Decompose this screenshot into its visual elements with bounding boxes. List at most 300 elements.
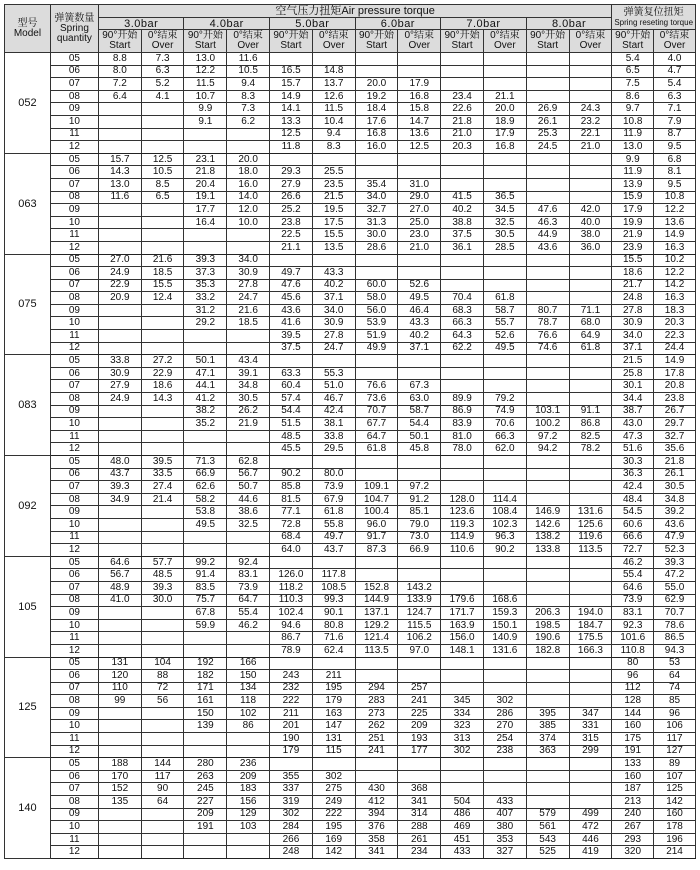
torque-value-cell: 39.3 (654, 556, 696, 569)
torque-value-cell: 96.3 (483, 531, 526, 544)
torque-value-cell: 96.0 (355, 518, 398, 531)
torque-value-cell: 54.4 (398, 418, 441, 431)
torque-value-cell (398, 65, 441, 78)
torque-value-cell: 236 (227, 758, 270, 771)
spring-quantity-cell: 08 (50, 393, 98, 406)
spring-quantity-cell: 12 (50, 544, 98, 557)
torque-value-cell: 30.9 (98, 367, 141, 380)
torque-value-cell: 79.2 (483, 393, 526, 406)
torque-value-cell: 52.6 (483, 330, 526, 343)
torque-value-cell: 32.5 (227, 518, 270, 531)
torque-value-cell: 9.4 (227, 78, 270, 91)
torque-value-cell: 179 (270, 745, 313, 758)
torque-value-cell (526, 191, 569, 204)
torque-value-cell: 91.1 (569, 405, 612, 418)
torque-value-cell: 29.5 (312, 443, 355, 456)
table-row (5, 544, 696, 557)
torque-value-cell: 97.2 (526, 430, 569, 443)
torque-value-cell: 8.7 (654, 128, 696, 141)
spring-quantity-cell: 07 (50, 279, 98, 292)
torque-value-cell: 62.8 (227, 456, 270, 469)
torque-value-cell: 16.3 (654, 241, 696, 254)
torque-value-cell: 5.4 (654, 78, 696, 91)
torque-value-cell (569, 78, 612, 91)
spring-quantity-cell: 11 (50, 833, 98, 846)
torque-value-cell: 79.0 (398, 518, 441, 531)
torque-value-cell: 71.3 (184, 456, 227, 469)
torque-value-cell: 72.8 (270, 518, 313, 531)
torque-value-cell: 21.6 (227, 304, 270, 317)
torque-value-cell (227, 330, 270, 343)
torque-value-cell: 94.2 (526, 443, 569, 456)
torque-value-cell: 337 (270, 783, 313, 796)
spring-quantity-cell: 07 (50, 682, 98, 695)
torque-value-cell: 22.6 (441, 103, 484, 116)
torque-value-cell: 211 (312, 670, 355, 683)
torque-value-cell: 42.0 (569, 204, 612, 217)
torque-value-cell: 52.6 (398, 279, 441, 292)
torque-value-cell: 104.7 (355, 493, 398, 506)
torque-value-cell: 44.1 (184, 380, 227, 393)
torque-value-cell: 133.9 (398, 594, 441, 607)
torque-value-cell: 23.0 (398, 229, 441, 242)
torque-value-cell: 41.0 (98, 594, 141, 607)
torque-value-cell: 368 (398, 783, 441, 796)
spring-quantity-cell: 09 (50, 506, 98, 519)
torque-value-cell: 38.1 (312, 418, 355, 431)
torque-value-cell (184, 342, 227, 355)
torque-value-cell: 115.5 (398, 619, 441, 632)
start-header-en: Start (194, 40, 216, 51)
torque-value-cell: 53.8 (184, 506, 227, 519)
torque-value-cell: 81.0 (441, 430, 484, 443)
table-row (5, 493, 696, 506)
torque-value-cell: 88 (141, 670, 184, 683)
torque-value-cell: 9.1 (184, 115, 227, 128)
torque-value-cell: 71.6 (312, 632, 355, 645)
torque-value-cell: 30.5 (654, 481, 696, 494)
torque-value-cell: 40.2 (441, 204, 484, 217)
torque-value-cell (526, 796, 569, 809)
torque-value-cell: 108.5 (312, 581, 355, 594)
torque-value-cell: 9.7 (612, 103, 654, 116)
model-cell: 063 (5, 153, 51, 254)
torque-value-cell: 99 (98, 695, 141, 708)
torque-value-cell: 108.4 (483, 506, 526, 519)
torque-value-cell: 21.9 (612, 229, 654, 242)
torque-value-cell: 152 (98, 783, 141, 796)
torque-value-cell: 182 (184, 670, 227, 683)
spring-quantity-cell: 06 (50, 65, 98, 78)
torque-value-cell: 263 (184, 770, 227, 783)
table-row (5, 204, 696, 217)
torque-value-cell: 55.4 (612, 569, 654, 582)
torque-value-cell: 163.9 (441, 619, 484, 632)
torque-value-cell: 29.7 (654, 418, 696, 431)
torque-value-cell (141, 418, 184, 431)
torque-value-cell: 137.1 (355, 607, 398, 620)
torque-value-cell: 123.6 (441, 506, 484, 519)
torque-value-cell: 56 (141, 695, 184, 708)
spring-quantity-cell: 06 (50, 770, 98, 783)
table-row (5, 481, 696, 494)
torque-value-cell: 85 (654, 695, 696, 708)
torque-value-cell (355, 267, 398, 280)
torque-value-cell: 15.8 (398, 103, 441, 116)
torque-value-cell: 195 (312, 682, 355, 695)
torque-value-cell: 270 (483, 720, 526, 733)
torque-value-cell: 73.0 (398, 531, 441, 544)
torque-value-cell (441, 657, 484, 670)
torque-value-cell: 51.9 (355, 330, 398, 343)
torque-value-cell: 47.6 (526, 204, 569, 217)
torque-value-cell: 17.9 (483, 128, 526, 141)
table-row (5, 254, 696, 267)
torque-value-cell: 39.3 (141, 581, 184, 594)
torque-value-cell (141, 607, 184, 620)
torque-value-cell: 43.6 (270, 304, 313, 317)
torque-value-cell: 18.6 (141, 380, 184, 393)
torque-value-cell: 280 (184, 758, 227, 771)
table-row (5, 330, 696, 343)
torque-value-cell: 26.1 (526, 115, 569, 128)
torque-value-cell (141, 204, 184, 217)
torque-value-cell: 302 (270, 808, 313, 821)
pressure-header: 8.0bar (526, 18, 612, 30)
torque-value-cell: 100.2 (526, 418, 569, 431)
table-row (5, 166, 696, 179)
torque-value-cell: 31.3 (355, 216, 398, 229)
torque-value-cell: 67.9 (312, 493, 355, 506)
torque-value-cell (569, 556, 612, 569)
torque-value-cell: 15.7 (270, 78, 313, 91)
torque-value-cell: 30.0 (141, 594, 184, 607)
torque-value-cell: 60.4 (270, 380, 313, 393)
torque-value-cell: 27.0 (398, 204, 441, 217)
torque-value-cell: 345 (441, 695, 484, 708)
table-row (5, 632, 696, 645)
torque-value-cell (141, 632, 184, 645)
torque-value-cell: 66.9 (398, 544, 441, 557)
torque-value-cell: 6.3 (141, 65, 184, 78)
torque-value-cell: 70.7 (355, 405, 398, 418)
start-over-row (5, 30, 696, 53)
torque-value-cell: 126.0 (270, 569, 313, 582)
torque-value-cell: 267 (612, 821, 654, 834)
torque-value-cell (270, 758, 313, 771)
torque-value-cell (227, 430, 270, 443)
table-row (5, 581, 696, 594)
torque-value-cell (441, 581, 484, 594)
torque-value-cell: 5.2 (141, 78, 184, 91)
torque-value-cell: 24.5 (526, 141, 569, 154)
torque-value-cell: 355 (270, 770, 313, 783)
torque-value-cell: 412 (355, 796, 398, 809)
torque-value-cell (141, 342, 184, 355)
torque-value-cell: 106 (654, 720, 696, 733)
torque-value-cell: 103.1 (526, 405, 569, 418)
torque-value-cell: 179 (312, 695, 355, 708)
torque-value-cell (398, 456, 441, 469)
torque-value-cell: 139 (184, 720, 227, 733)
torque-value-cell (569, 695, 612, 708)
torque-value-cell (398, 670, 441, 683)
torque-value-cell (184, 632, 227, 645)
torque-value-cell: 112 (612, 682, 654, 695)
torque-value-cell: 30.1 (612, 380, 654, 393)
spring-quantity-cell: 07 (50, 481, 98, 494)
table-row (5, 796, 696, 809)
torque-value-cell: 35.4 (355, 178, 398, 191)
table-row (5, 506, 696, 519)
torque-value-cell: 72 (141, 682, 184, 695)
torque-value-cell: 131 (312, 733, 355, 746)
torque-value-cell (184, 733, 227, 746)
torque-value-cell: 33.2 (184, 292, 227, 305)
torque-value-cell (355, 569, 398, 582)
torque-value-cell (227, 846, 270, 859)
torque-value-cell: 148.1 (441, 644, 484, 657)
torque-value-cell: 22.9 (141, 367, 184, 380)
torque-value-cell (441, 53, 484, 66)
torque-value-cell: 64.3 (441, 330, 484, 343)
torque-value-cell: 211 (270, 707, 313, 720)
torque-value-cell: 175 (612, 733, 654, 746)
torque-value-cell: 13.7 (312, 78, 355, 91)
torque-value-cell (98, 607, 141, 620)
torque-value-cell: 18.4 (355, 103, 398, 116)
torque-value-cell: 70.7 (654, 607, 696, 620)
table-row (5, 292, 696, 305)
torque-value-cell: 177 (398, 745, 441, 758)
torque-value-cell: 206.3 (526, 607, 569, 620)
torque-value-cell (312, 254, 355, 267)
torque-value-cell (569, 581, 612, 594)
torque-value-cell: 114.9 (441, 531, 484, 544)
torque-value-cell (483, 468, 526, 481)
torque-value-cell: 245 (184, 783, 227, 796)
torque-value-cell: 61.8 (569, 342, 612, 355)
torque-value-cell: 19.9 (612, 216, 654, 229)
torque-value-cell: 135 (98, 796, 141, 809)
over-header (227, 30, 270, 53)
torque-value-cell (227, 544, 270, 557)
torque-value-cell (569, 456, 612, 469)
torque-value-cell (526, 78, 569, 91)
spring-quantity-cell: 09 (50, 304, 98, 317)
torque-value-cell: 133.8 (526, 544, 569, 557)
torque-value-cell: 49.5 (483, 342, 526, 355)
torque-value-cell: 67.3 (398, 380, 441, 393)
torque-value-cell (483, 254, 526, 267)
torque-value-cell (184, 443, 227, 456)
model-header (5, 5, 51, 53)
torque-value-cell: 16.8 (355, 128, 398, 141)
torque-value-cell: 87.3 (355, 544, 398, 557)
torque-value-cell (270, 355, 313, 368)
table-row (5, 720, 696, 733)
torque-value-cell: 209 (398, 720, 441, 733)
torque-value-cell: 117 (141, 770, 184, 783)
torque-value-cell (526, 178, 569, 191)
torque-value-cell (141, 103, 184, 116)
torque-value-cell: 96 (654, 707, 696, 720)
torque-value-cell: 80.8 (312, 619, 355, 632)
torque-value-cell (483, 65, 526, 78)
torque-value-cell: 32.7 (355, 204, 398, 217)
torque-value-cell (141, 745, 184, 758)
torque-value-cell: 142 (654, 796, 696, 809)
torque-value-cell (483, 758, 526, 771)
torque-value-cell (141, 443, 184, 456)
torque-value-cell (441, 468, 484, 481)
torque-value-cell (398, 770, 441, 783)
torque-value-cell: 63.3 (270, 367, 313, 380)
torque-value-cell: 27.9 (98, 380, 141, 393)
torque-value-cell: 134 (227, 682, 270, 695)
torque-value-cell: 27.4 (141, 481, 184, 494)
torque-value-cell: 9.5 (654, 178, 696, 191)
torque-value-cell: 25.8 (612, 367, 654, 380)
torque-value-cell (441, 670, 484, 683)
torque-value-cell (141, 808, 184, 821)
torque-value-cell: 363 (526, 745, 569, 758)
start-header-en: Start (451, 40, 473, 51)
torque-value-cell: 14.9 (270, 90, 313, 103)
torque-value-cell (98, 304, 141, 317)
spring-quantity-cell: 06 (50, 670, 98, 683)
over-header (398, 30, 441, 53)
torque-value-cell: 76.6 (355, 380, 398, 393)
start-header (526, 30, 569, 53)
torque-value-cell: 118 (227, 695, 270, 708)
torque-value-cell (312, 153, 355, 166)
torque-value-cell: 23.9 (612, 241, 654, 254)
torque-value-cell: 46.4 (398, 304, 441, 317)
torque-value-cell: 188 (98, 758, 141, 771)
torque-value-cell: 194.0 (569, 607, 612, 620)
torque-value-cell: 11.6 (98, 191, 141, 204)
torque-value-cell: 30.9 (612, 317, 654, 330)
torque-value-cell (441, 380, 484, 393)
spring-quantity-cell: 08 (50, 292, 98, 305)
torque-value-cell: 16.0 (355, 141, 398, 154)
table-row (5, 607, 696, 620)
torque-value-cell: 64.7 (355, 430, 398, 443)
torque-value-cell: 80.7 (526, 304, 569, 317)
torque-value-cell: 26.2 (227, 405, 270, 418)
start-header-en: Start (537, 40, 559, 51)
torque-value-cell: 110.3 (270, 594, 313, 607)
torque-value-cell: 45.6 (270, 292, 313, 305)
torque-value-cell: 43.7 (98, 468, 141, 481)
torque-value-cell: 47.6 (270, 279, 313, 292)
torque-value-cell (98, 619, 141, 632)
torque-value-cell: 14.8 (312, 65, 355, 78)
torque-value-cell: 54.5 (612, 506, 654, 519)
spring-quantity-cell: 09 (50, 204, 98, 217)
over-header-en: Over (151, 40, 174, 51)
torque-value-cell: 13.0 (612, 141, 654, 154)
torque-value-cell (441, 456, 484, 469)
torque-value-cell: 78.9 (270, 644, 313, 657)
model-cell: 052 (5, 53, 51, 154)
torque-value-cell: 376 (355, 821, 398, 834)
torque-value-cell: 184.7 (569, 619, 612, 632)
table-row (5, 53, 696, 66)
torque-value-cell: 74.9 (483, 405, 526, 418)
pressure-row (5, 18, 696, 30)
torque-value-cell: 27.2 (141, 355, 184, 368)
torque-value-cell: 18.0 (227, 166, 270, 179)
torque-value-cell: 182.8 (526, 644, 569, 657)
torque-value-cell: 127 (654, 745, 696, 758)
torque-value-cell: 10.8 (612, 115, 654, 128)
spring-quantity-cell: 08 (50, 796, 98, 809)
torque-value-cell: 20.9 (98, 292, 141, 305)
torque-value-cell (355, 166, 398, 179)
torque-value-cell: 36.5 (483, 191, 526, 204)
torque-value-cell: 36.3 (612, 468, 654, 481)
torque-value-cell (526, 682, 569, 695)
torque-value-cell: 32.7 (654, 430, 696, 443)
torque-value-cell (270, 53, 313, 66)
torque-value-cell (569, 153, 612, 166)
torque-value-cell: 16.3 (654, 292, 696, 305)
torque-value-cell: 68.0 (569, 317, 612, 330)
torque-value-cell: 190.6 (526, 632, 569, 645)
torque-value-cell (526, 468, 569, 481)
torque-value-cell (483, 670, 526, 683)
torque-value-cell: 433 (483, 796, 526, 809)
torque-value-cell: 6.3 (654, 90, 696, 103)
torque-value-cell: 51.0 (312, 380, 355, 393)
torque-value-cell: 56.0 (355, 304, 398, 317)
torque-value-cell (526, 657, 569, 670)
torque-value-cell (141, 846, 184, 859)
start-header (184, 30, 227, 53)
torque-value-cell: 78.0 (441, 443, 484, 456)
torque-value-cell: 28.6 (355, 241, 398, 254)
table-row (5, 103, 696, 116)
torque-value-cell: 51.5 (270, 418, 313, 431)
torque-value-cell (141, 733, 184, 746)
torque-value-cell: 86.9 (441, 405, 484, 418)
torque-value-cell: 385 (526, 720, 569, 733)
over-header (483, 30, 526, 53)
torque-value-cell (483, 78, 526, 91)
torque-value-cell: 56.7 (227, 468, 270, 481)
torque-value-cell: 53 (654, 657, 696, 670)
torque-value-cell: 160 (654, 808, 696, 821)
table-row (5, 128, 696, 141)
model-cell: 140 (5, 758, 51, 859)
torque-value-cell: 64.6 (98, 556, 141, 569)
torque-value-cell (441, 178, 484, 191)
torque-value-cell: 133 (612, 758, 654, 771)
torque-value-cell: 284 (270, 821, 313, 834)
table-row (5, 317, 696, 330)
torque-value-cell: 61.8 (312, 506, 355, 519)
torque-value-cell: 16.8 (398, 90, 441, 103)
torque-value-cell (569, 481, 612, 494)
torque-value-cell (569, 254, 612, 267)
torque-value-cell: 77.1 (270, 506, 313, 519)
table-wrapper (4, 4, 696, 859)
torque-value-cell: 358 (355, 833, 398, 846)
torque-value-cell: 62.0 (483, 443, 526, 456)
torque-value-cell: 4.7 (654, 65, 696, 78)
